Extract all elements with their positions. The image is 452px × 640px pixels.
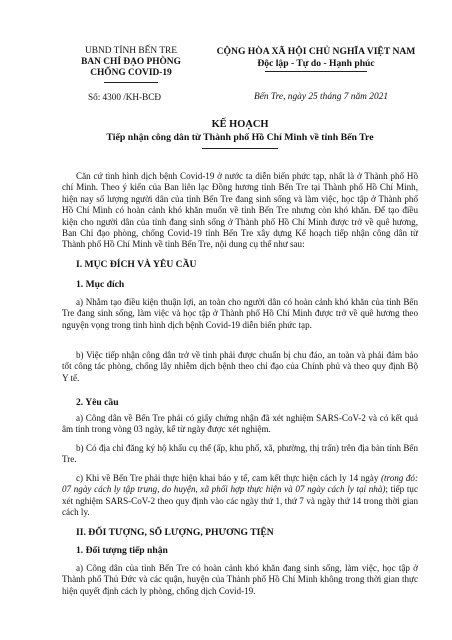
title-underline (202, 148, 278, 149)
document-subtitle: Tiếp nhận công dân từ Thành phố Hồ Chí Minh về tỉnh Bến Tre (106, 132, 374, 143)
document-title: KẾ HOẠCH (211, 119, 269, 130)
intro-paragraph: Căn cứ tình hình dịch bệnh Covid-19 ở nước ta diễn biến phức tạp, nhất là ở Thành phố Hồ chí Minh. Theo ý kiến của Ban liên lạc Đồng hương tỉnh Bến Tre tại Thành phố Hồ Chí Minh, hiện nay số lượng người dân của tỉnh Bến Tre đang sinh sống và làm việc, học tập ở Thành phố Hồ Chí Minh có hoàn cảnh khó khăn muốn về tỉnh Bến Tre nhưng còn khó khăn. Để tạo điều kiện cho người dân của tỉnh đang sinh sống ở Thành phố Hồ Chí Minh được trở về quê hương, Ban Chỉ đạo phòng, chống Covid-19 tỉnh Bến Tre xây dựng Kế hoạch tiếp nhận công dân từ Thành phố Hồ Chí Minh về tỉnh Bến Tre, nội dung cụ thể như sau: (62, 171, 418, 250)
subsection-heading-1-1: 1. Mục đích (76, 279, 125, 290)
national-title: CỘNG HÒA XÃ HỘI CHỦ NGHĨA VIỆT NAM (216, 46, 416, 57)
target-a: a) Công dân của tỉnh Bến Tre có hoàn cảnh khó khăn đang sinh sống, làm việc, học tập ở Thành phố Thủ Đức và các quận, huyện của Thành phố Hồ Chí Minh không trong thời gian thực hiện quyết định cách ly phòng, chống dịch Covid-19. (62, 563, 418, 596)
requirement-c (62, 473, 418, 519)
issuer-block (62, 46, 200, 80)
purpose-a: a) Nhằm tạo điều kiện thuận lợi, an toàn cho người dân có hoàn cảnh khó khăn của tỉnh Bến Tre đang sinh sống, làm việc và học tập ở Thành phố Hồ Chí Minh được trở về quê hương theo nguyện vọng trong tình hình dịch bệnh Covid-19 diễn biến phức tạp. (62, 297, 418, 330)
issuer-underline (104, 82, 158, 83)
requirement-c-start: c) Khi về Bến Tre phải thực hiện khai báo y tế, cam kết thực hiện cách ly 14 ngày (76, 473, 381, 483)
requirement-a: a) Công dân về Bến Tre phải có giấy chứng nhận đã xét nghiệm SARS-CoV-2 và có kết quả âm tính trong vòng 03 ngày, kể từ ngày được xét nghiệm. (62, 413, 418, 435)
subsection-heading-2-1: 1. Đối tượng tiếp nhận (76, 545, 168, 556)
subsection-heading-1-2: 2. Yêu cầu (76, 397, 119, 408)
issuer-province: UBND TỈNH BẾN TRE (84, 46, 178, 56)
issuer-committee: BAN CHỈ ĐẠO PHÒNG (81, 57, 181, 68)
motto-underline (265, 71, 367, 72)
national-motto: Độc lập - Tự do - Hạnh phúc (257, 57, 375, 69)
section-heading-1: I. MỤC ĐÍCH VÀ YÊU CẦU (76, 259, 197, 270)
purpose-b: b) Việc tiếp nhận công dân trở về tỉnh phải được chuẩn bị chu đáo, an toàn và phải đảm bảo tốt công tác phòng, chống lây nhiễm dịch bệnh theo chỉ đạo của Chính phủ và theo quy định Bộ Y tế. (62, 350, 418, 383)
section-heading-2: II. ĐỐI TƯỢNG, SỐ LƯỢNG, PHƯƠNG TIỆN (76, 527, 274, 538)
requirement-b: b) Có địa chỉ đăng ký hộ khẩu cụ thể (ấp, khu phố, xã, phường, thị trấn) trên địa bàn tỉnh Bến Tre. (62, 443, 418, 465)
issuer-committee-cont: CHỐNG COVID-19 (90, 68, 172, 79)
requirement-c-quarantine-note: (trong đó: 07 ngày cách ly tập trung, do huyện, xã phối hợp thực hiện và 07 ngày cách ly tại nhà) (62, 473, 419, 495)
document-date: Bến Tre, ngày 25 tháng 7 năm 2021 (254, 92, 389, 102)
requirement-c-end: ; tiếp tục xét nghiệm SARS-CoV-2 theo quy định vào các ngày thứ 1, thứ 7 và ngày thứ 14 trong thời gian cách ly. (62, 484, 418, 518)
document-number: Số: 4300 /KH-BCĐ (88, 92, 161, 102)
national-header (210, 46, 422, 69)
